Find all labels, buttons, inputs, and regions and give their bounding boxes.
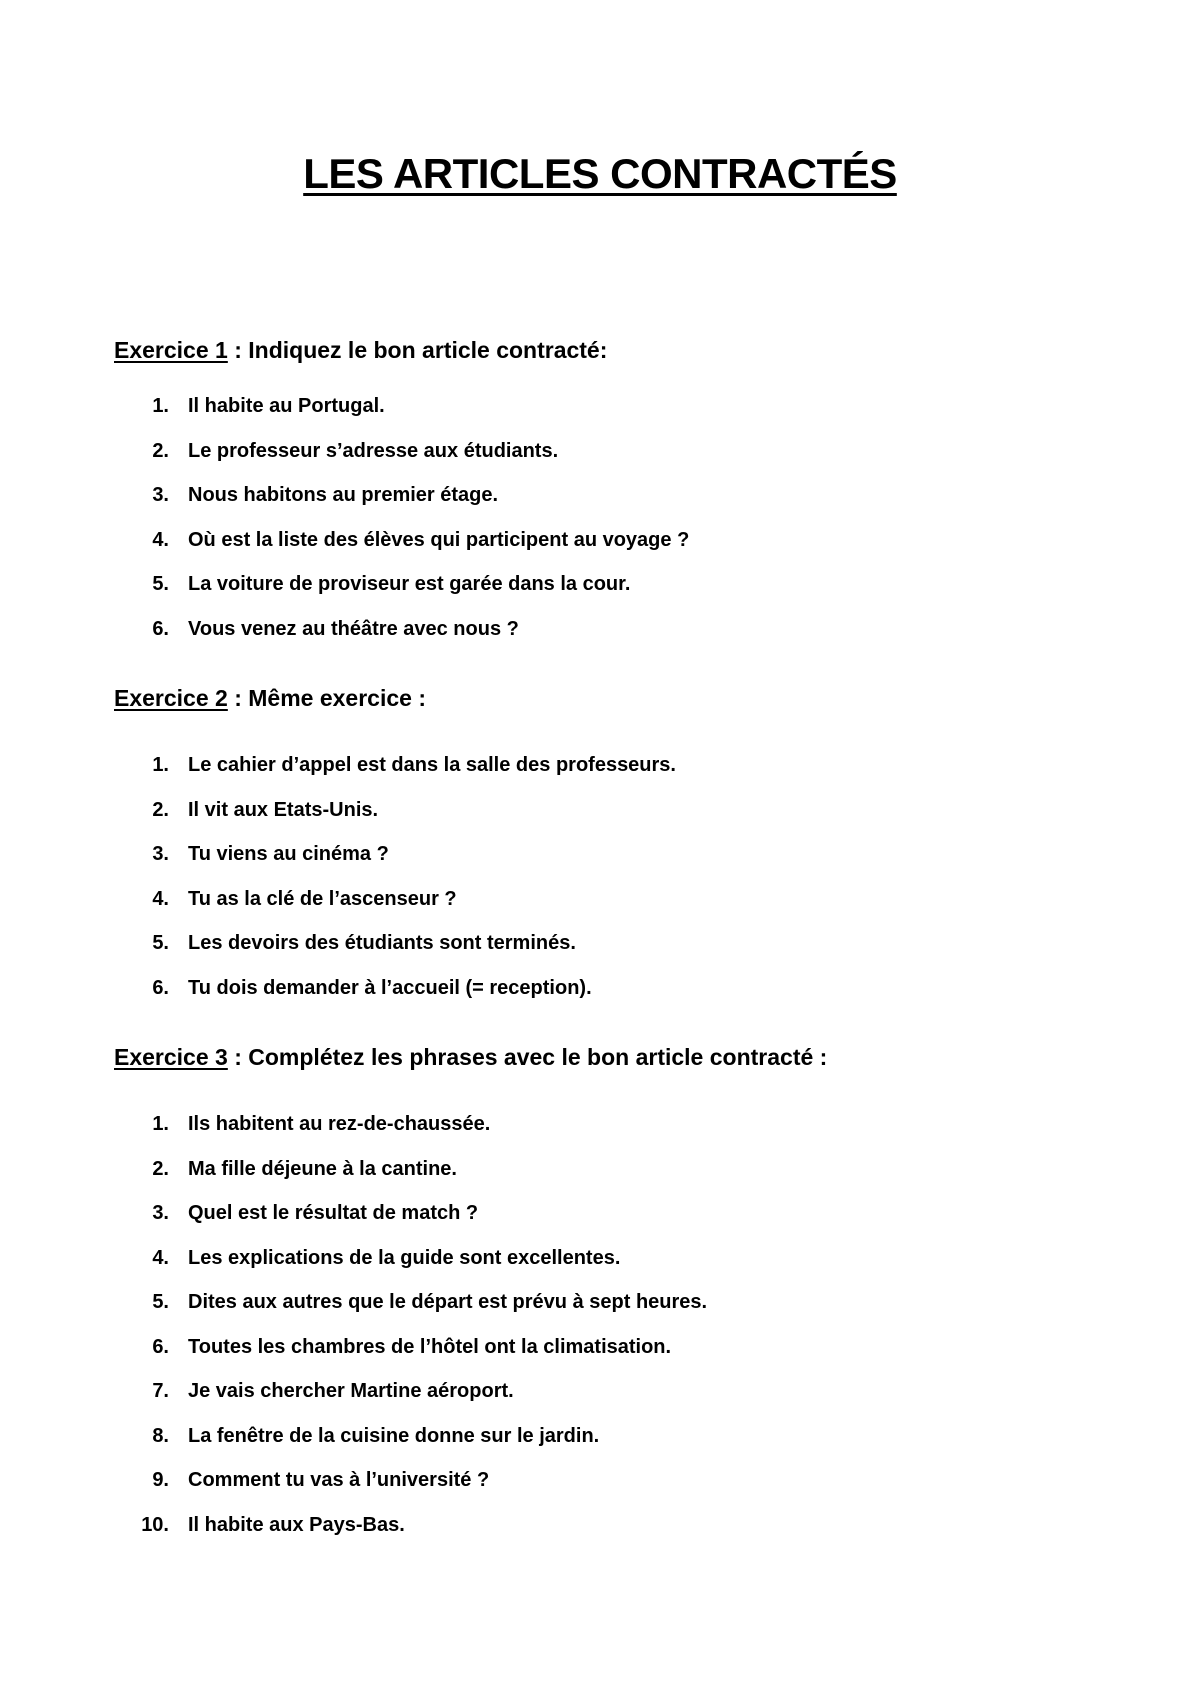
item-text: Quel est le résultat de match ? (188, 1202, 479, 1224)
exercise-2-instruction: : Même exercice : (227, 685, 426, 711)
item-number: 2. (152, 1157, 169, 1180)
item-text: Il vit aux Etats-Unis. (188, 798, 379, 821)
item-number: 5. (152, 932, 169, 954)
exercise-1-instruction: : Indiquez le bon article contracté: (227, 337, 608, 363)
item-number: 3. (152, 843, 169, 865)
item-text: Tu as la clé de l’ascenseur ? (188, 887, 457, 910)
item-text: Où est la liste des élèves qui participent au voyage ? (188, 528, 690, 551)
item-number: 1. (152, 395, 169, 417)
item-number: 9. (152, 1469, 169, 1491)
item-number: 1. (152, 754, 169, 776)
item-number: 5. (152, 1291, 169, 1313)
item-number: 6. (152, 617, 169, 640)
item-text: Nous habitons au premier étage. (188, 484, 499, 506)
exercise-3-heading (114, 1044, 827, 1071)
item-text: Les devoirs des étudiants sont terminés. (188, 932, 576, 954)
item-number: 4. (152, 1246, 169, 1269)
item-text: Toutes les chambres de l’hôtel ont la climatisation. (188, 1335, 672, 1358)
exercise-1-heading (114, 337, 607, 364)
item-text: La fenêtre de la cuisine donne sur le jardin. (188, 1424, 600, 1447)
item-text: Tu dois demander à l’accueil (= reception). (188, 976, 592, 999)
item-text: Comment tu vas à l’université ? (188, 1469, 490, 1491)
item-text: Ils habitent au rez-de-chaussée. (188, 1113, 491, 1135)
item-number: 7. (152, 1380, 169, 1402)
item-text: Le professeur s’adresse aux étudiants. (188, 439, 559, 462)
item-text: Dites aux autres que le départ est prévu à sept heures. (188, 1291, 708, 1313)
item-number: 1. (152, 1113, 169, 1135)
item-number: 3. (152, 484, 169, 506)
item-text: Vous venez au théâtre avec nous ? (188, 617, 519, 640)
item-text: Il habite aux Pays-Bas. (188, 1513, 405, 1536)
item-number: 5. (152, 573, 169, 595)
exercise-1-label: Exercice 1 (114, 337, 228, 363)
item-text: Les explications de la guide sont excellentes. (188, 1246, 621, 1269)
item-text: Tu viens au cinéma ? (188, 843, 389, 865)
item-number: 3. (152, 1202, 169, 1224)
item-text: Le cahier d’appel est dans la salle des professeurs. (188, 754, 676, 776)
page-title: LES ARTICLES CONTRACTÉS (303, 150, 897, 197)
exercise-3-label: Exercice 3 (114, 1044, 228, 1070)
item-number: 4. (152, 887, 169, 910)
exercise-2-heading (114, 685, 426, 712)
item-number: 8. (152, 1424, 169, 1447)
item-number: 6. (152, 1335, 169, 1358)
item-text: Je vais chercher Martine aéroport. (188, 1380, 514, 1402)
exercise-3-instruction: : Complétez les phrases avec le bon article contracté : (227, 1044, 828, 1070)
item-number: 2. (152, 439, 169, 462)
item-number: 2. (152, 798, 169, 821)
exercise-2-label: Exercice 2 (114, 685, 228, 711)
item-number: 6. (152, 976, 169, 999)
item-text: Ma fille déjeune à la cantine. (188, 1157, 457, 1180)
item-number: 10. (141, 1513, 169, 1536)
item-text: La voiture de proviseur est garée dans la cour. (188, 573, 631, 595)
item-text: Il habite au Portugal. (188, 395, 385, 417)
item-number: 4. (152, 528, 169, 551)
